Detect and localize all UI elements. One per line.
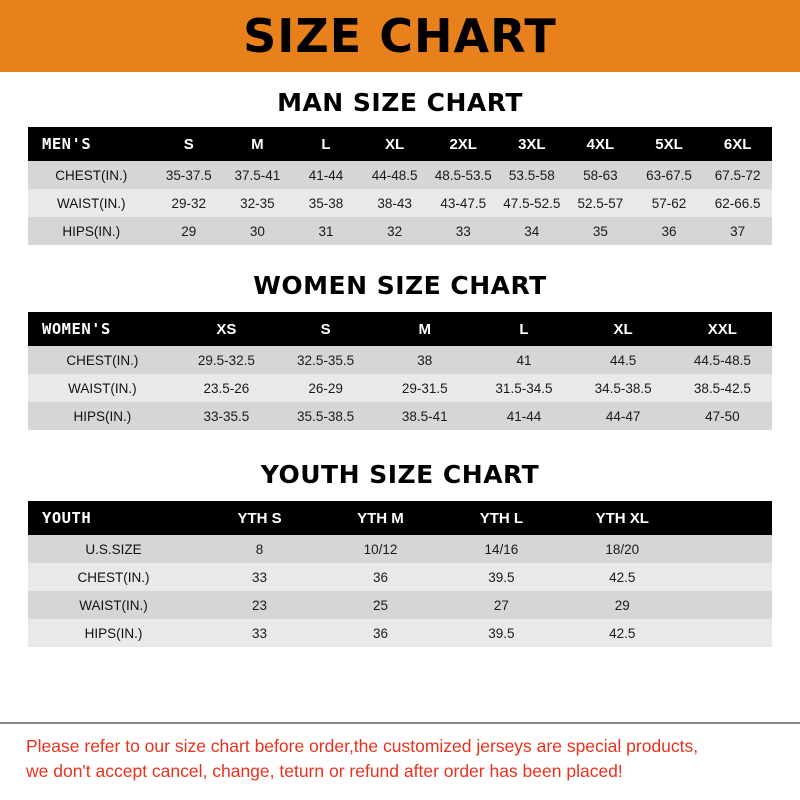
cell: 34.5-38.5 bbox=[594, 380, 652, 396]
col-header-yth-m: YTH M bbox=[357, 509, 404, 527]
cell: 38 bbox=[417, 352, 433, 368]
cell: 36 bbox=[661, 223, 677, 239]
cell: 35 bbox=[592, 223, 608, 239]
cell: 52.5-57 bbox=[577, 195, 624, 211]
cell: 41-44 bbox=[506, 408, 542, 424]
note-line-1: Please refer to our size chart before order,the customized jerseys are special products, bbox=[26, 736, 699, 756]
cell: 37 bbox=[730, 223, 746, 239]
table-header-row bbox=[28, 312, 772, 346]
cell-spacer bbox=[683, 563, 772, 591]
cell: 38.5-41 bbox=[401, 408, 448, 424]
cell: 32-35 bbox=[240, 195, 275, 211]
cell: 47-50 bbox=[705, 408, 740, 424]
cell: 47.5-52.5 bbox=[503, 195, 561, 211]
col-header-6xl: 6XL bbox=[723, 135, 752, 153]
col-header-s: S bbox=[183, 135, 194, 153]
cell: 33 bbox=[252, 625, 268, 641]
row-label-hips: HIPS(IN.) bbox=[84, 625, 143, 641]
col-header-xl: XL bbox=[385, 135, 405, 153]
cell: 38.5-42.5 bbox=[693, 380, 751, 396]
table-header-row bbox=[28, 127, 772, 161]
col-header-l: L bbox=[519, 320, 529, 338]
col-header-3xl: 3XL bbox=[518, 135, 546, 153]
cell: 32.5-35.5 bbox=[297, 352, 355, 368]
section-title-man: MAN SIZE CHART bbox=[277, 88, 523, 117]
col-header-xxl: XXL bbox=[707, 320, 737, 338]
table-row bbox=[28, 563, 772, 591]
cell: 41 bbox=[516, 352, 532, 368]
row-label-waist: WAIST(IN.) bbox=[79, 597, 148, 613]
cell: 33 bbox=[455, 223, 471, 239]
cell: 29 bbox=[181, 223, 197, 239]
cell: 31 bbox=[318, 223, 334, 239]
cell: 10/12 bbox=[363, 541, 398, 557]
col-header-yth-l: YTH L bbox=[479, 509, 524, 527]
col-header-spacer bbox=[683, 501, 772, 535]
cell: 42.5 bbox=[609, 625, 636, 641]
cell: 35-37.5 bbox=[165, 167, 212, 183]
disclaimer-note bbox=[0, 722, 800, 800]
cell: 44.5 bbox=[610, 352, 637, 368]
cell: 8 bbox=[255, 541, 264, 557]
table-row bbox=[28, 619, 772, 647]
table-header-row bbox=[28, 501, 772, 535]
cell: 42.5 bbox=[609, 569, 636, 585]
cell: 27 bbox=[493, 597, 509, 613]
row-label-us-size: U.S.SIZE bbox=[85, 541, 142, 557]
cell: 29-31.5 bbox=[401, 380, 448, 396]
col-header-l: L bbox=[321, 135, 331, 153]
section-title-youth: YOUTH SIZE CHART bbox=[260, 460, 540, 489]
col-header-yth-s: YTH S bbox=[237, 509, 282, 527]
table-women-size bbox=[28, 312, 772, 430]
cell: 38-43 bbox=[377, 195, 412, 211]
cell: 48.5-53.5 bbox=[434, 167, 492, 183]
col-header-4xl: 4XL bbox=[586, 135, 615, 153]
cell: 35-38 bbox=[308, 195, 344, 211]
col-header-womens: WOMEN'S bbox=[42, 320, 111, 338]
cell-spacer bbox=[683, 619, 772, 647]
cell-spacer bbox=[683, 591, 772, 619]
cell: 39.5 bbox=[488, 569, 515, 585]
chart-content bbox=[0, 72, 800, 722]
table-row bbox=[28, 591, 772, 619]
row-label-chest: CHEST(IN.) bbox=[55, 167, 128, 183]
row-label-hips: HIPS(IN.) bbox=[62, 223, 121, 239]
table-row bbox=[28, 346, 772, 374]
row-label-chest: CHEST(IN.) bbox=[66, 352, 139, 368]
cell: 39.5 bbox=[488, 625, 515, 641]
cell: 33-35.5 bbox=[203, 408, 250, 424]
cell: 37.5-41 bbox=[234, 167, 281, 183]
row-label-waist: WAIST(IN.) bbox=[56, 195, 126, 211]
table-youth-size bbox=[28, 501, 772, 647]
table-row bbox=[28, 217, 772, 245]
cell: 63-67.5 bbox=[646, 167, 692, 183]
cell: 57-62 bbox=[651, 195, 687, 211]
section-title-women: WOMEN SIZE CHART bbox=[253, 271, 547, 300]
cell: 44.5-48.5 bbox=[693, 352, 751, 368]
table-row bbox=[28, 374, 772, 402]
cell: 67.5-72 bbox=[714, 167, 761, 183]
cell: 29.5-32.5 bbox=[197, 352, 255, 368]
page-title: SIZE CHART bbox=[243, 9, 557, 63]
header-banner bbox=[0, 0, 800, 72]
cell: 33 bbox=[252, 569, 268, 585]
cell: 29-32 bbox=[171, 195, 207, 211]
col-header-s: S bbox=[320, 320, 331, 338]
cell: 25 bbox=[372, 597, 388, 613]
row-label-waist: WAIST(IN.) bbox=[68, 380, 137, 396]
table-row bbox=[28, 402, 772, 430]
cell: 58-63 bbox=[583, 167, 618, 183]
cell: 29 bbox=[614, 597, 630, 613]
cell: 23.5-26 bbox=[203, 380, 250, 396]
cell: 36 bbox=[372, 625, 388, 641]
cell: 43-47.5 bbox=[440, 195, 487, 211]
row-label-chest: CHEST(IN.) bbox=[77, 569, 150, 585]
table-man-size bbox=[28, 127, 772, 245]
col-header-m: M bbox=[418, 320, 432, 338]
cell: 18/20 bbox=[605, 541, 640, 557]
cell: 26-29 bbox=[308, 380, 343, 396]
cell: 23 bbox=[252, 597, 268, 613]
cell: 36 bbox=[372, 569, 388, 585]
cell: 44-47 bbox=[605, 408, 641, 424]
cell: 30 bbox=[249, 223, 265, 239]
cell: 31.5-34.5 bbox=[495, 380, 553, 396]
table-row bbox=[28, 189, 772, 217]
col-header-yth-xl: YTH XL bbox=[595, 509, 649, 527]
table-row bbox=[28, 535, 772, 563]
col-header-youth: YOUTH bbox=[42, 509, 92, 527]
col-header-mens: MEN'S bbox=[42, 135, 92, 153]
cell: 44-48.5 bbox=[371, 167, 418, 183]
row-label-hips: HIPS(IN.) bbox=[73, 408, 132, 424]
col-header-m: M bbox=[251, 135, 264, 153]
cell: 14/16 bbox=[484, 541, 519, 557]
cell: 62-66.5 bbox=[714, 195, 761, 211]
note-line-2: we don't accept cancel, change, teturn or refund after order has been placed! bbox=[26, 761, 623, 781]
cell: 32 bbox=[387, 223, 403, 239]
col-header-5xl: 5XL bbox=[655, 135, 683, 153]
cell: 41-44 bbox=[308, 167, 344, 183]
cell: 53.5-58 bbox=[508, 167, 555, 183]
table-row bbox=[28, 161, 772, 189]
col-header-xs: XS bbox=[216, 320, 237, 338]
cell: 35.5-38.5 bbox=[297, 408, 355, 424]
col-header-xl: XL bbox=[613, 320, 633, 338]
col-header-2xl: 2XL bbox=[449, 135, 477, 153]
cell-spacer bbox=[683, 535, 772, 563]
cell: 34 bbox=[524, 223, 540, 239]
